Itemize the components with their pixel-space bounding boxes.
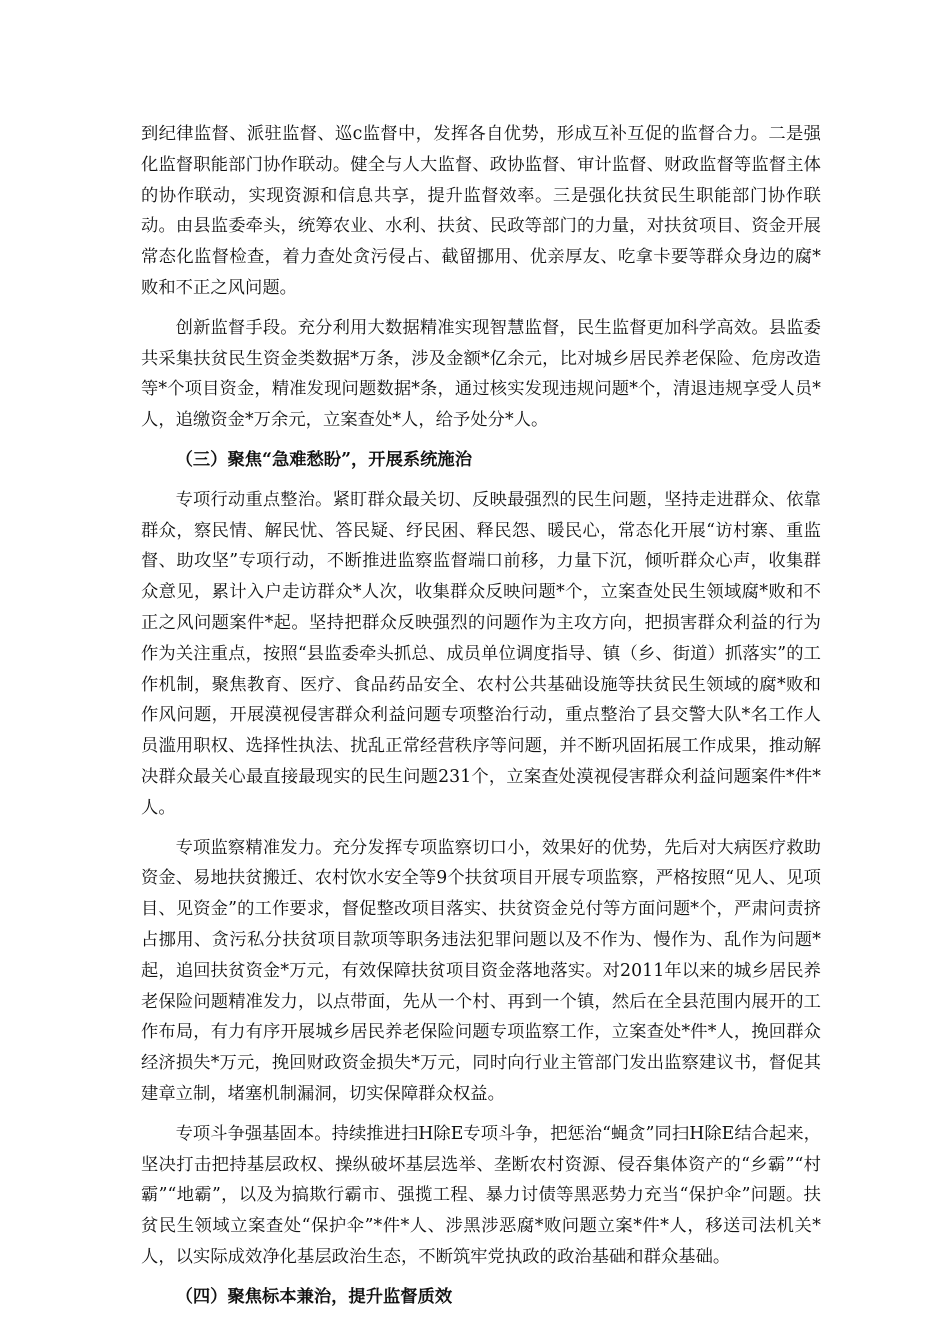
section-heading-3: （三）聚焦“急难愁盼”，开展系统施治 [175,449,472,470]
paragraph-special-struggle: 专项斗争强基固本。持续推进扫H除E专项斗争，把惩治“蝇贪”同扫H除E结合起来，坚决打击把持基层政权、操纵破坏基层选举、垄断农村资源、侵吞集体资产的“乡霸”“村霸”“地霸”，以及为搞欺行霸市、强揽工程、暴力讨债等黑恶势力充当“保护伞”问题。扶贫民生领域立案查处“保护伞”*件*人、涉黑涉恶腐*败问题立案*件*人，移送司法机关*人，以实际成效净化基层政治生态，不断筑牢党执政的政治基础和群众基础。 [141,1123,821,1267]
document-body [141,119,821,1312]
paragraph-innovate-supervision: 创新监督手段。充分利用大数据精准实现智慧监督，民生监督更加科学高效。县监委共采集扶贫民生资金类数据*万条，涉及金额*亿余元，比对城乡居民养老保险、危房改造等*个项目资金，精准发现问题数据*条，通过核实发现违规问题*个，清退违规享受人员*人，追缴资金*万余元，立案查处*人，给予处分*人。 [141,317,821,431]
paragraph-special-action: 专项行动重点整治。紧盯群众最关切、反映最强烈的民生问题，坚持走进群众、依靠群众，察民情、解民忧、答民疑、纾民困、释民怨、暖民心，常态化开展“访村寨、重监督、助攻坚”专项行动，不断推进监察监督端口前移，力量下沉，倾听群众心声，收集群众意见，累计入户走访群众*人次，收集群众反映问题*个，立案查处民生领域腐*败和不正之风问题案件*起。坚持把群众反映强烈的问题作为主攻方向，把损害群众利益的行为作为关注重点，按照“县监委牵头抓总、成员单位调度指导、镇（乡、街道）抓落实”的工作机制，聚焦教育、医疗、食品药品安全、农村公共基础设施等扶贫民生领域的腐*败和作风问题，开展漠视侵害群众利益问题专项整治行动，重点整治了县交警大队*名工作人员滥用职权、选择性执法、扰乱正常经营秩序等问题，并不断巩固拓展工作成果，推动解决群众最关心最直接最现实的民生问题231个，立案查处漠视侵害群众利益问题案件*件*人。 [141,489,821,818]
paragraph-special-supervision: 专项监察精准发力。充分发挥专项监察切口小，效果好的优势，先后对大病医疗救助资金、易地扶贫搬迁、农村饮水安全等9个扶贫项目开展专项监察，严格按照“见人、见项目、见资金”的工作要求，督促整改项目落实、扶贫资金兑付等方面问题*个，严肃问责挤占挪用、贪污私分扶贫项目款项等职务违法犯罪问题以及不作为、慢作为、乱作为问题*起，追回扶贫资金*万元，有效保障扶贫项目资金落地落实。对2011年以来的城乡居民养老保险问题精准发力，以点带面，先从一个村、再到一个镇，然后在全县范围内展开的工作布局，有力有序开展城乡居民养老保险问题专项监察工作，立案查处*件*人，挽回群众经济损失*万元，挽回财政资金损失*万元，同时向行业主管部门发出监察建议书，督促其建章立制，堵塞机制漏洞，切实保障群众权益。 [141,837,821,1104]
paragraph-supervision-coordination: 到纪律监督、派驻监督、巡c监督中，发挥各自优势，形成互补互促的监督合力。二是强化监督职能部门协作联动。健全与人大监督、政协监督、审计监督、财政监督等监督主体的协作联动，实现资源和信息共享，提升监督效率。三是强化扶贫民生职能部门协作联动。由县监委牵头，统筹农业、水利、扶贫、民政等部门的力量，对扶贫项目、资金开展常态化监督检查，着力查处贪污侵占、截留挪用、优亲厚友、吃拿卡要等群众身边的腐*败和不正之风问题。 [141,124,821,298]
section-heading-4: （四）聚焦标本兼治，提升监督质效 [175,1286,453,1307]
